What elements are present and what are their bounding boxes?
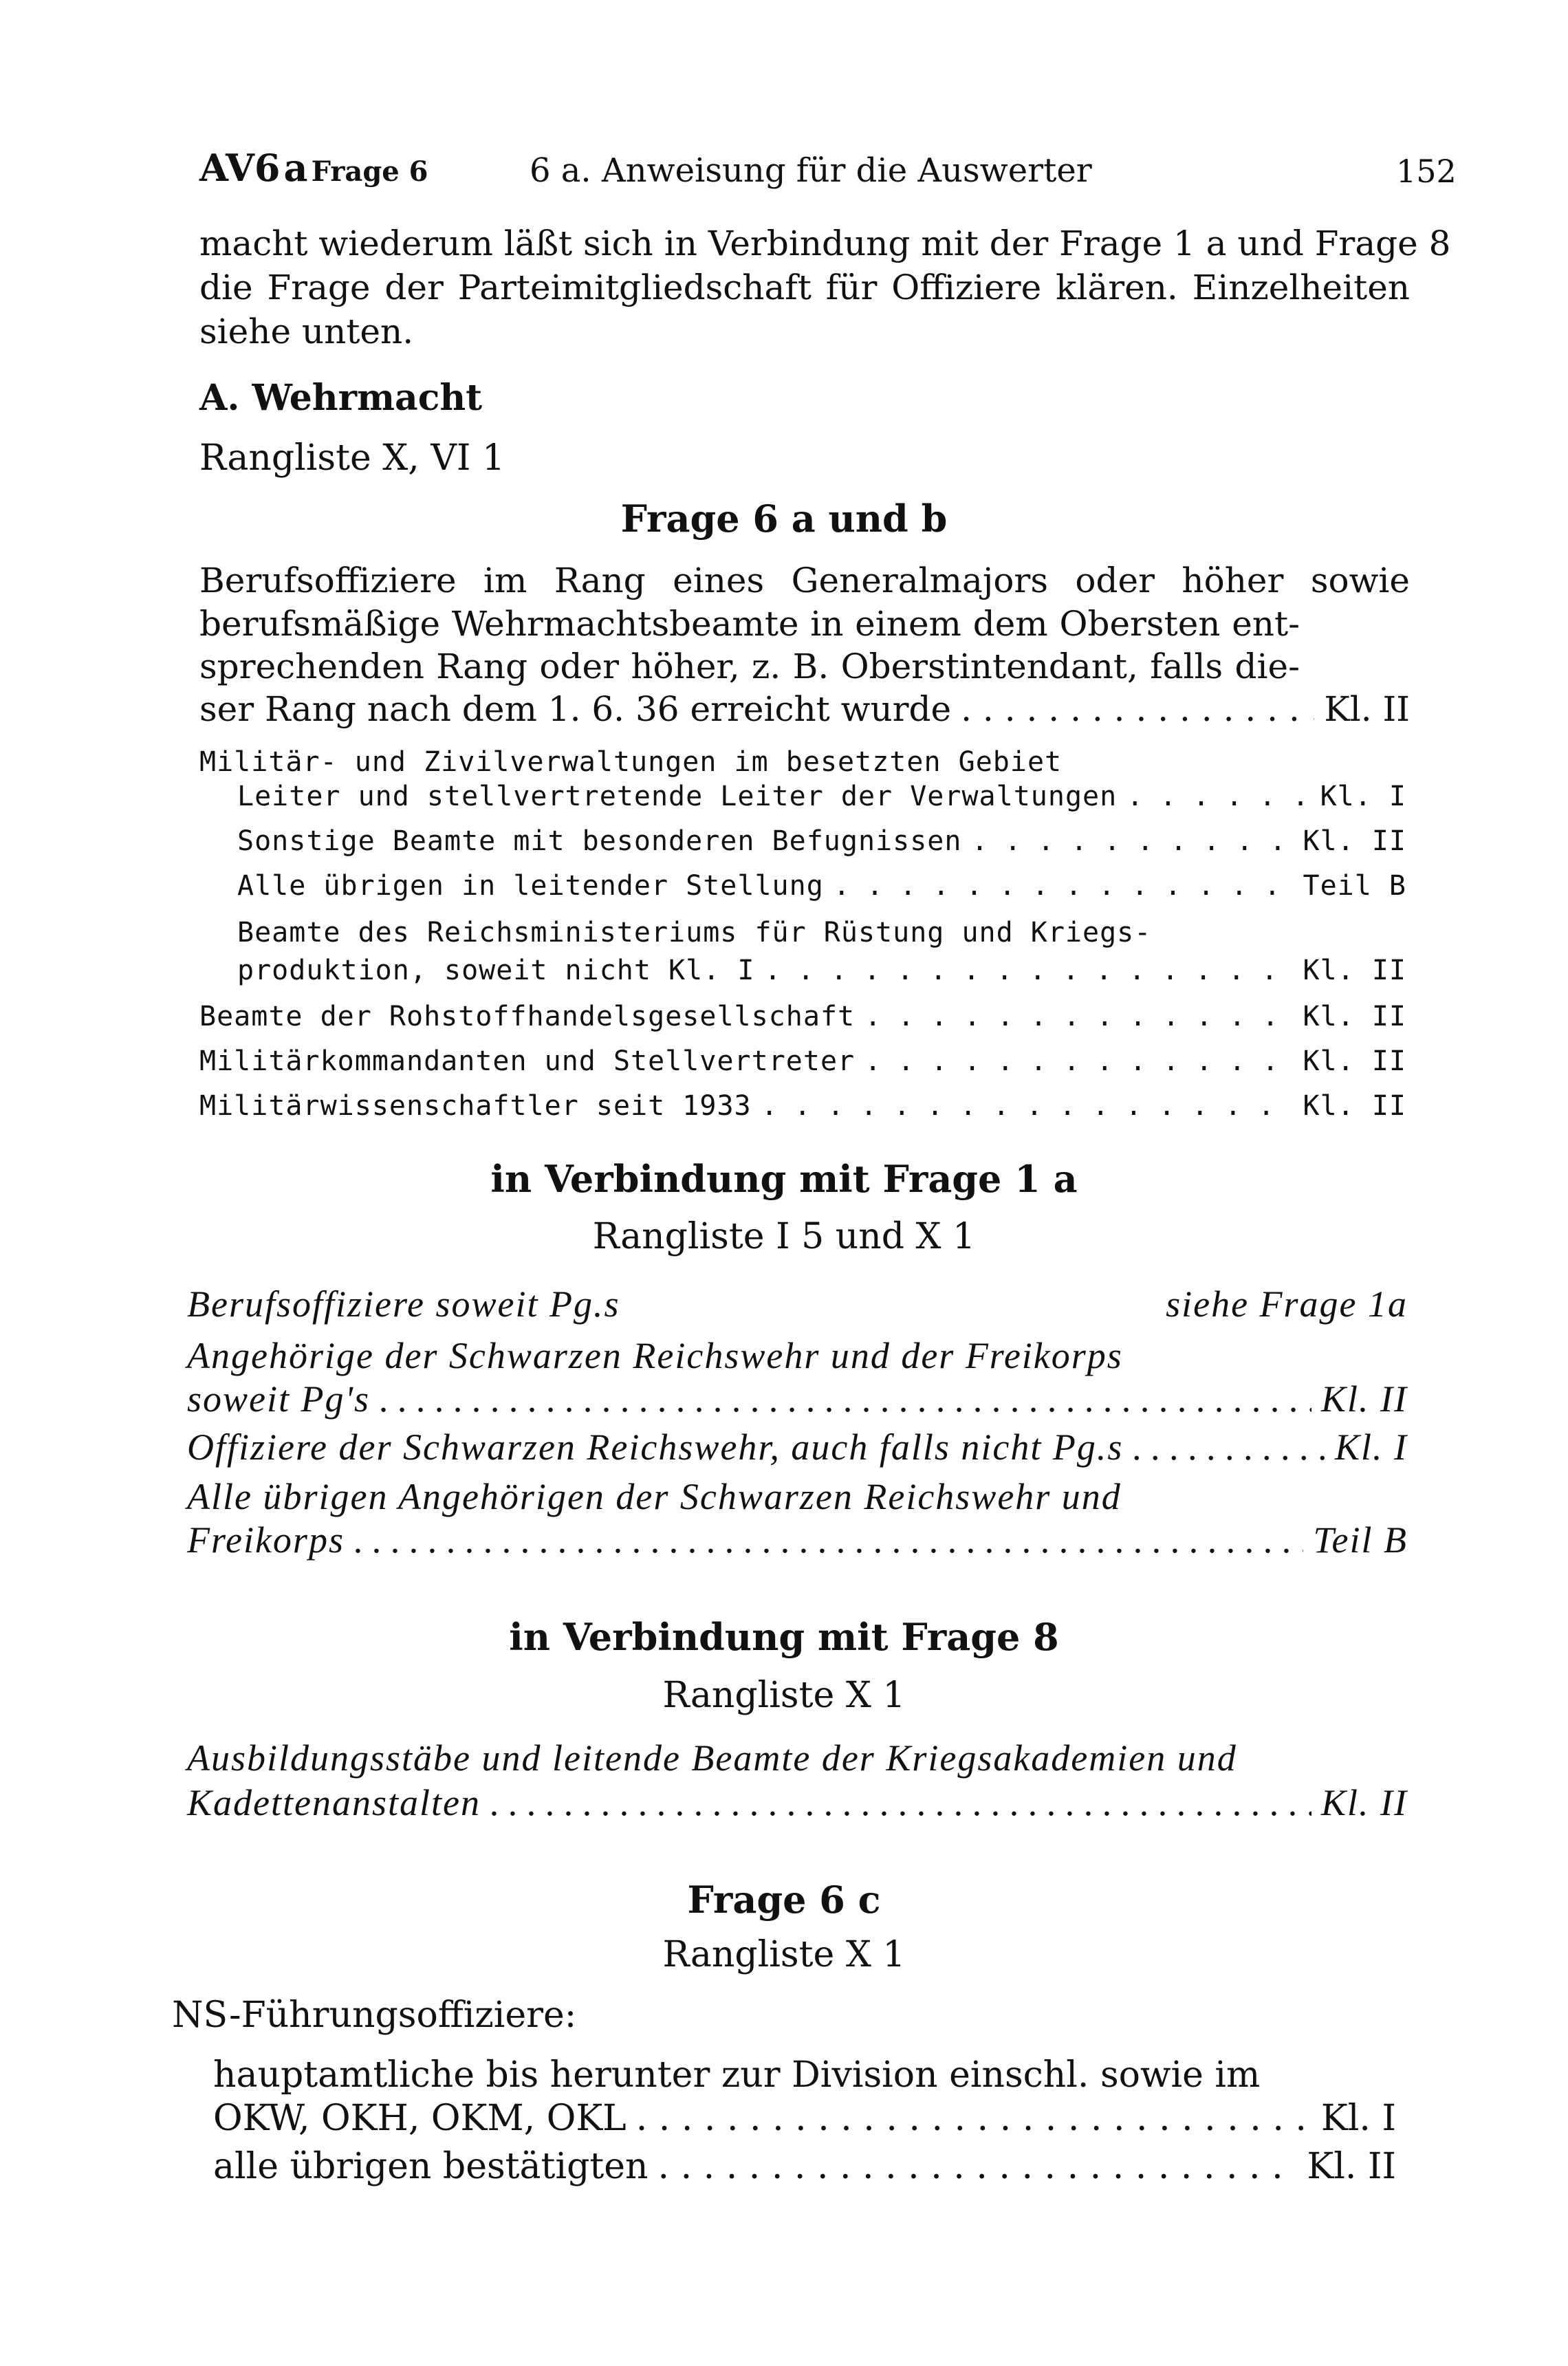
entry-value: Kl. I [1320,2098,1396,2139]
section-heading: in Verbindung mit Frage 8 [509,1615,1059,1659]
intro-line: die Frage der Parteimitgliedschaft für Offiziere klären. Einzelheiten [199,268,1410,307]
entry-row [237,781,1406,812]
entry-value: Kl. I [1320,781,1406,812]
entry-row [199,689,1410,729]
entry-value: Kl. II [1321,1782,1408,1823]
header-section-code [199,146,428,190]
entry-row [187,1426,1408,1468]
rangliste-label: Rangliste X 1 [662,1675,906,1716]
page-number: 152 [1396,153,1457,190]
entry-row [199,1001,1406,1032]
leader-dots [764,955,1293,986]
leader-dots [354,1519,1303,1561]
entry-value: Kl. II [1303,955,1406,986]
entry-value: Kl. II [1324,689,1410,729]
entry-value: Kl. II [1303,1090,1406,1122]
leader-dots [490,1781,1311,1824]
entry-row [187,1378,1408,1420]
leader-dots [636,2098,1311,2139]
header-frage: Frage 6 [311,155,428,188]
leader-dots [864,1001,1293,1032]
entry-label: Offiziere der Schwarzen Reichswehr, auch falls nicht Pg.s [187,1426,1124,1468]
entry-row [199,1090,1406,1122]
entry-row [237,870,1406,902]
entry-value: Kl. II [1303,825,1406,857]
section-heading: Frage 6 a und b [620,497,948,541]
entry-label: Militärwissenschaftler seit 1933 [199,1090,752,1122]
leader-dots [1126,781,1310,812]
entry-row [213,2098,1396,2139]
entry-line: Alle übrigen Angehörigen der Schwarzen Reichswehr und [187,1476,1122,1517]
leader-dots [971,825,1293,857]
subheading: Militär- und Zivilverwaltungen im besetzten Gebiet [199,746,1063,778]
section-heading: in Verbindung mit Frage 1 a [490,1157,1078,1201]
entry-label: OKW, OKH, OKM, OKL [213,2098,627,2139]
leader-dots [658,2146,1298,2187]
entry-label: Militärkommandanten und Stellvertreter [199,1045,856,1077]
header-av: AV [199,146,254,190]
entry-line: Beamte des Reichsministeriums für Rüstung und Kriegs- [237,917,1152,948]
entry-value: Teil B [1313,1519,1408,1561]
entry-row [187,1781,1408,1824]
entry-row [187,1519,1408,1561]
entry-value: Kl. II [1321,1378,1408,1420]
entry-label: Sonstige Beamte mit besonderen Befugnissen [237,825,962,857]
entry-value: Kl. II [1303,1001,1406,1032]
leader-dots [761,1090,1294,1122]
section-heading: Frage 6 c [687,1878,881,1922]
entry-label: Beamte der Rohstoffhandelsgesellschaft [199,1001,856,1032]
entry-label: soweit Pg's [187,1378,371,1420]
leader-dots [864,1045,1293,1077]
para-line: berufsmäßige Wehrmachtsbeamte in einem dem Obersten ent- [199,604,1300,644]
entry-row [187,1283,1408,1325]
subheading: NS-Führungsoffiziere: [172,1995,577,2036]
entry-value: Kl. I [1334,1426,1408,1468]
entry-label: Alle übrigen in leitender Stellung [237,870,824,902]
para-line: Berufsoffiziere im Rang eines Generalmajors oder höher sowie [199,561,1410,600]
entry-value: Kl. II [1303,1045,1406,1077]
rangliste-label: Rangliste X, VI 1 [199,437,505,479]
entry-row [213,2146,1396,2187]
entry-row [237,955,1406,986]
entry-label: Leiter und stellvertretende Leiter der Verwaltungen [237,781,1118,812]
intro-paragraph [199,221,1451,354]
entry-label: Berufsoffiziere soweit Pg.s [187,1283,620,1325]
intro-line: siehe unten. [199,312,414,351]
entry-label: Freikorps [187,1519,345,1561]
entry-label: ser Rang nach dem 1. 6. 36 erreicht wurde [199,689,952,729]
header-a: a [283,146,308,190]
intro-line: macht wiederum läßt sich in Verbindung mit der Frage 1 a und Frage 8 [199,224,1451,263]
entry-label: alle übrigen bestätigten [213,2146,649,2187]
entry-value: Kl. II [1307,2146,1396,2187]
rangliste-label: Rangliste X 1 [662,1934,906,1975]
header-num: 6 [254,146,281,190]
leader-dots [1133,1426,1325,1468]
section-title: A. Wehrmacht [199,377,483,419]
entry-row [199,1045,1406,1077]
leader-dots [380,1378,1311,1420]
entry-row [237,825,1406,857]
entry-line: Angehörige der Schwarzen Reichswehr und der Freikorps [187,1335,1123,1376]
rangliste-label: Rangliste I 5 und X 1 [592,1216,976,1257]
leader-dots [834,870,1294,902]
entry-label: Kadettenanstalten [187,1782,481,1823]
entry-value: siehe Frage 1a [1166,1283,1408,1325]
entry-value: Teil B [1303,870,1406,902]
entry-label: produktion, soweit nicht Kl. I [237,955,755,986]
entry-line: hauptamtliche bis herunter zur Division einschl. sowie im [213,2054,1261,2096]
para-line: sprechenden Rang oder höher, z. B. Oberstintendant, falls die- [199,647,1300,686]
entry-line: Ausbildungsstäbe und leitende Beamte der Kriegsakademien und [187,1737,1237,1779]
header-title: 6 a. Anweisung für die Auswerter [530,151,1092,190]
leader-dots [961,689,1314,729]
